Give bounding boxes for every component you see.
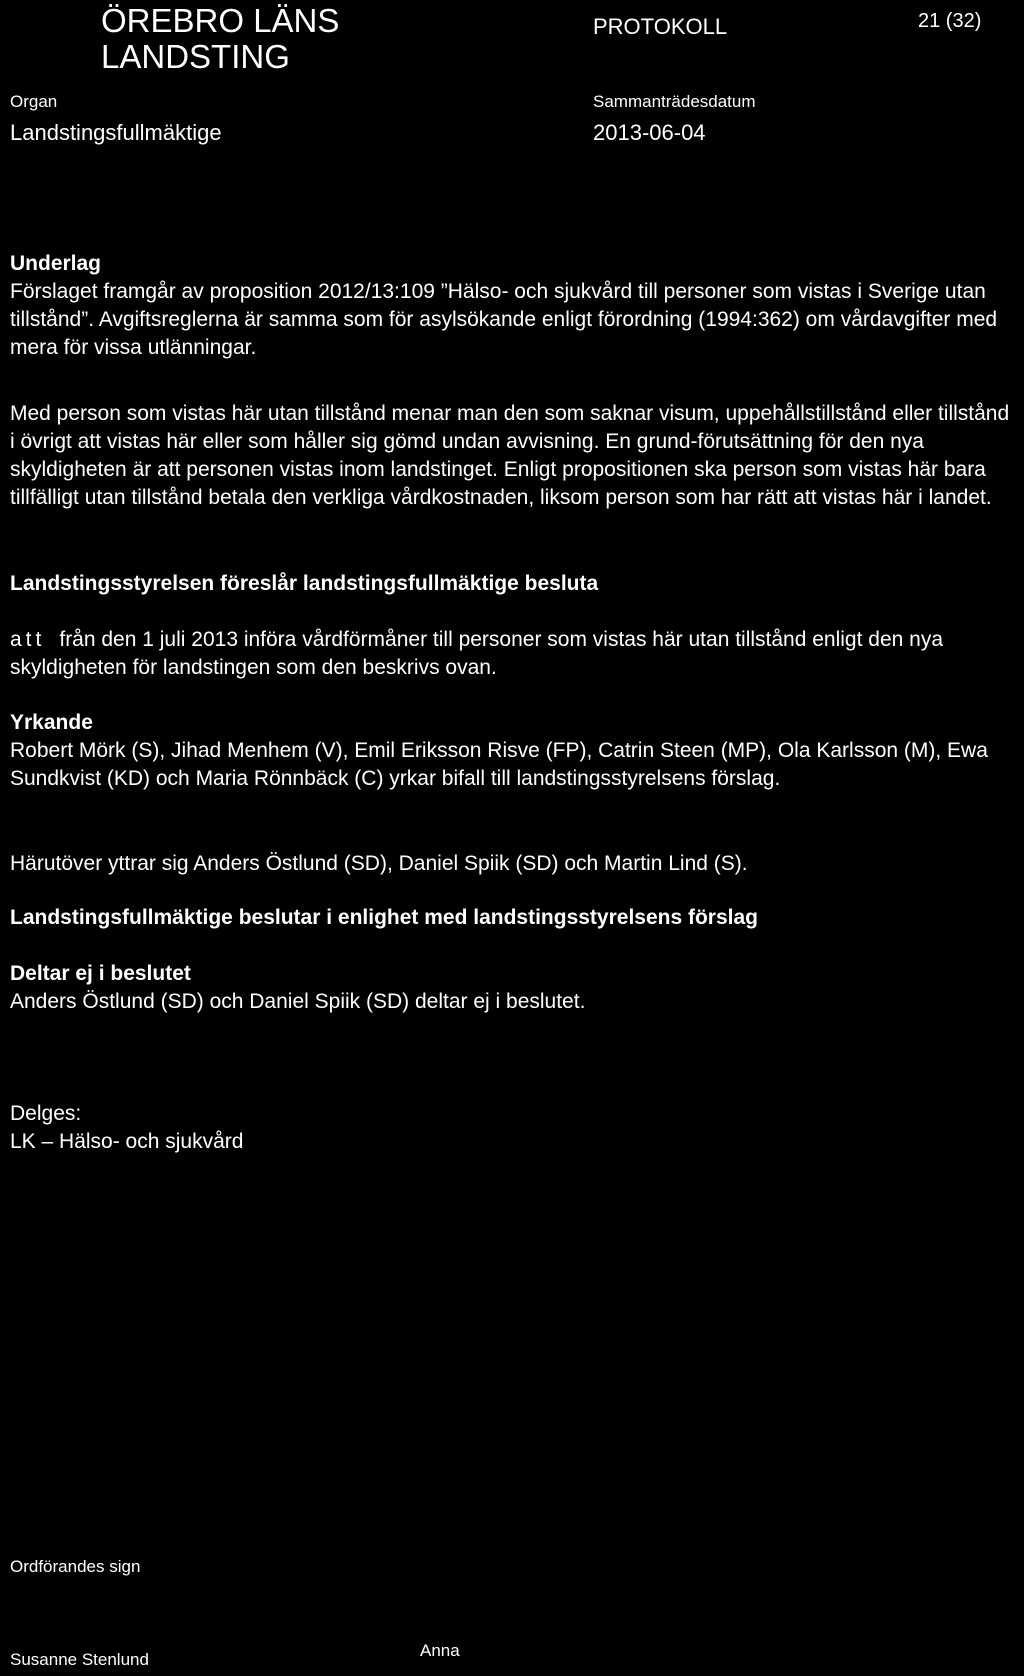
chair-sign-label: Ordförandes sign <box>10 1557 141 1576</box>
deltar-section <box>10 960 1015 1016</box>
date-value: 2013-06-04 <box>593 120 706 145</box>
page-number: 21 (32) <box>918 10 982 32</box>
document-type: PROTOKOLL <box>593 14 728 39</box>
underlag-text: Förslaget framgår av proposition 2012/13:109 ”Hälso- och sjukvård till personer som vistas i Sverige utan tillstånd”. Avgiftsreglerna är samma som för asylsökande enligt förordning (1994:362) om vårdavgifter med mera för vissa utlänningar. <box>10 280 998 359</box>
delges-section <box>10 1100 1015 1156</box>
ls-proposal-heading: Landstingsstyrelsen föreslår landstingsfullmäktige besluta <box>10 572 599 595</box>
lf-decision-section <box>10 904 1015 932</box>
yrkande-text: Robert Mörk (S), Jihad Menhem (V), Emil Eriksson Risve (FP), Catrin Steen (MP), Ola Karlsson (M), Ewa Sundkvist (KD) och Maria Rönnbäck (C) yrkar bifall till landstingsstyrelsens förslag. <box>10 739 988 790</box>
logo-line-2: LANDSTING <box>101 38 290 75</box>
underlag-section <box>10 250 1015 362</box>
att-section <box>10 626 1015 682</box>
underlag-heading: Underlag <box>10 252 102 275</box>
harutover-section <box>10 850 1015 878</box>
paragraph-2 <box>10 400 1015 512</box>
logo-line-1: ÖREBRO LÄNS <box>101 2 340 39</box>
yrkande-heading: Yrkande <box>10 711 93 734</box>
att-word: att <box>10 628 46 651</box>
yrkande-section <box>10 709 1015 793</box>
date-label: Sammanträdesdatum <box>593 92 756 111</box>
deltar-text: Anders Östlund (SD) och Daniel Spiik (SD) deltar ej i beslutet. <box>10 990 586 1013</box>
paragraph-2-text: Med person som vistas här utan tillstånd menar man den som saknar visum, uppehållstillstånd eller tillstånd i övrigt att vistas här eller som håller sig gömd undan avvisning. En grund-förutsättning för den nya skyldigheten är att personen vistas inom landstinget. Enligt propositionen ska person som vistas här bara tillfälligt utan tillstånd betala den verkliga vårdkostnaden, liksom person som har rätt att vistas här i landet. <box>10 402 1010 509</box>
ls-proposal-section <box>10 570 1015 598</box>
lf-decision-heading: Landstingsfullmäktige beslutar i enlighet med landstingsstyrelsens förslag <box>10 906 759 929</box>
att-text: från den 1 juli 2013 införa vårdförmåner till personer som vistas här utan tillstånd enligt den nya skyldigheten för landstingen som den beskrivs ovan. <box>10 628 944 679</box>
deltar-heading: Deltar ej i beslutet <box>10 962 191 985</box>
delges-label: Delges: <box>10 1102 82 1125</box>
signature-name-left: Susanne Stenlund <box>10 1650 149 1669</box>
organ-value: Landstingsfullmäktige <box>10 120 222 145</box>
att-paragraph <box>10 626 1015 682</box>
signature-name-right: Anna <box>420 1641 460 1660</box>
delges-value: LK – Hälso- och sjukvård <box>10 1130 244 1153</box>
organ-label: Organ <box>10 92 58 111</box>
harutover-text: Härutöver yttrar sig Anders Östlund (SD), Daniel Spiik (SD) och Martin Lind (S). <box>10 852 748 875</box>
